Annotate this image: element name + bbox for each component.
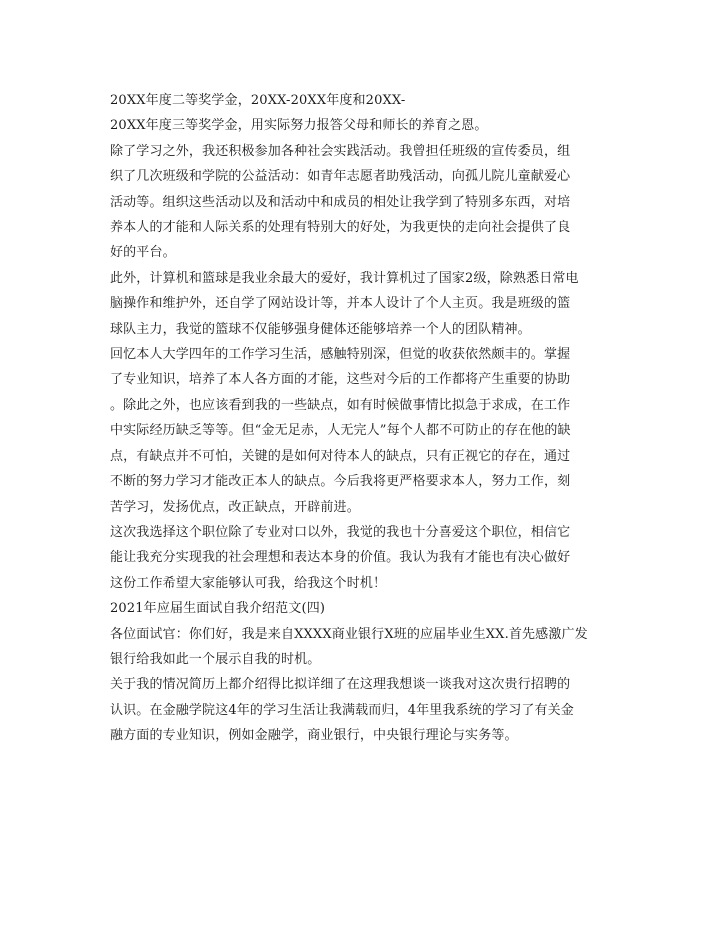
paragraph-greeting	[110, 622, 610, 673]
text-line: 织了几次班级和学院的公益活动：如青年志愿者助残活动，向孤儿院儿童献爱心	[110, 169, 571, 185]
section-heading	[110, 596, 610, 621]
text-line: 银行给我如此一个展示自我的时机。	[110, 651, 321, 667]
text-line: 苦学习，发扬优点，改正缺点，开辟前进。	[110, 499, 360, 515]
document-body	[110, 88, 610, 749]
text-line: 20XX年度二等奖学金，20XX-20XX年度和20XX-	[110, 93, 406, 108]
text-line: 脑操作和维护外，还自学了网站设计等，并本人设计了个人主页。我是班级的篮	[110, 296, 571, 312]
text-line: 养本人的才能和人际关系的处理有特别大的好处，为我更快的走向社会提供了良	[110, 220, 571, 236]
text-line: 球队主力，我觉的篮球不仅能够强身健体还能够培养一个人的团队精神。	[110, 321, 531, 337]
text-line: 中实际经历缺乏等等。但“金无足赤，人无完人”每个人都不可防止的存在他的缺	[110, 423, 571, 439]
text-line: 关于我的情况简历上都介绍得比拟详细了在这理我想谈一谈我对这次贵行招聘的	[110, 677, 571, 693]
text-line: 各位面试官：你们好，我是来自XXXX商业银行X班的应届毕业生XX.首先感激广发	[110, 626, 588, 642]
paragraph-scholarship	[110, 88, 610, 139]
paragraph-hobbies	[110, 266, 610, 342]
text-line: 点，有缺点并不可怕，关键的是如何对待本人的缺点，只有正视它的存在，通过	[110, 448, 571, 464]
heading-line: 2021年应届生面试自我介绍范文(四)	[110, 601, 326, 617]
text-line: 活动等。组织这些活动以及和活动中和成员的相处让我学到了特别多东西，对培	[110, 194, 571, 210]
text-line: 能让我充分实现我的社会理想和表达本身的价值。我认为我有才能也有决心做好	[110, 550, 571, 566]
paragraph-position-choice	[110, 520, 610, 596]
paragraph-reflection	[110, 342, 610, 520]
text-line: 回忆本人大学四年的工作学习生活，感触特别深，但觉的收获依然颇丰的。掌握	[110, 347, 571, 363]
text-line: 20XX年度三等奖学金，用实际努力报答父母和师长的养育之恩。	[110, 118, 488, 134]
paragraph-education	[110, 672, 610, 748]
text-line: 了专业知识，培养了本人各方面的才能，这些对今后的工作都将产生重要的协助	[110, 372, 571, 388]
text-line: 认识。在金融学院这4年的学习生活让我满载而归，4年里我系统的学习了有关金	[110, 702, 574, 718]
text-line: 不断的努力学习才能改正本人的缺点。今后我将更严格要求本人，努力工作，刻	[110, 474, 571, 490]
text-line: 融方面的专业知识，例如金融学，商业银行，中央银行理论与实务等。	[110, 728, 518, 744]
text-line: 好的平台。	[110, 245, 176, 261]
text-line: 此外，计算机和篮球是我业余最大的爱好，我计算机过了国家2级，除熟悉日常电	[110, 270, 579, 286]
text-line: 这份工作希望大家能够认可我，给我这个时机！	[110, 575, 387, 591]
paragraph-social-practice	[110, 139, 610, 266]
text-line: 。除此之外，也应该看到我的一些缺点，如有时候做事情比拟急于求成，在工作	[110, 397, 571, 413]
text-line: 除了学习之外，我还积极参加各种社会实践活动。我曾担任班级的宣传委员，组	[110, 143, 571, 159]
text-line: 这次我选择这个职位除了专业对口以外，我觉的我也十分喜爱这个职位，相信它	[110, 524, 571, 540]
